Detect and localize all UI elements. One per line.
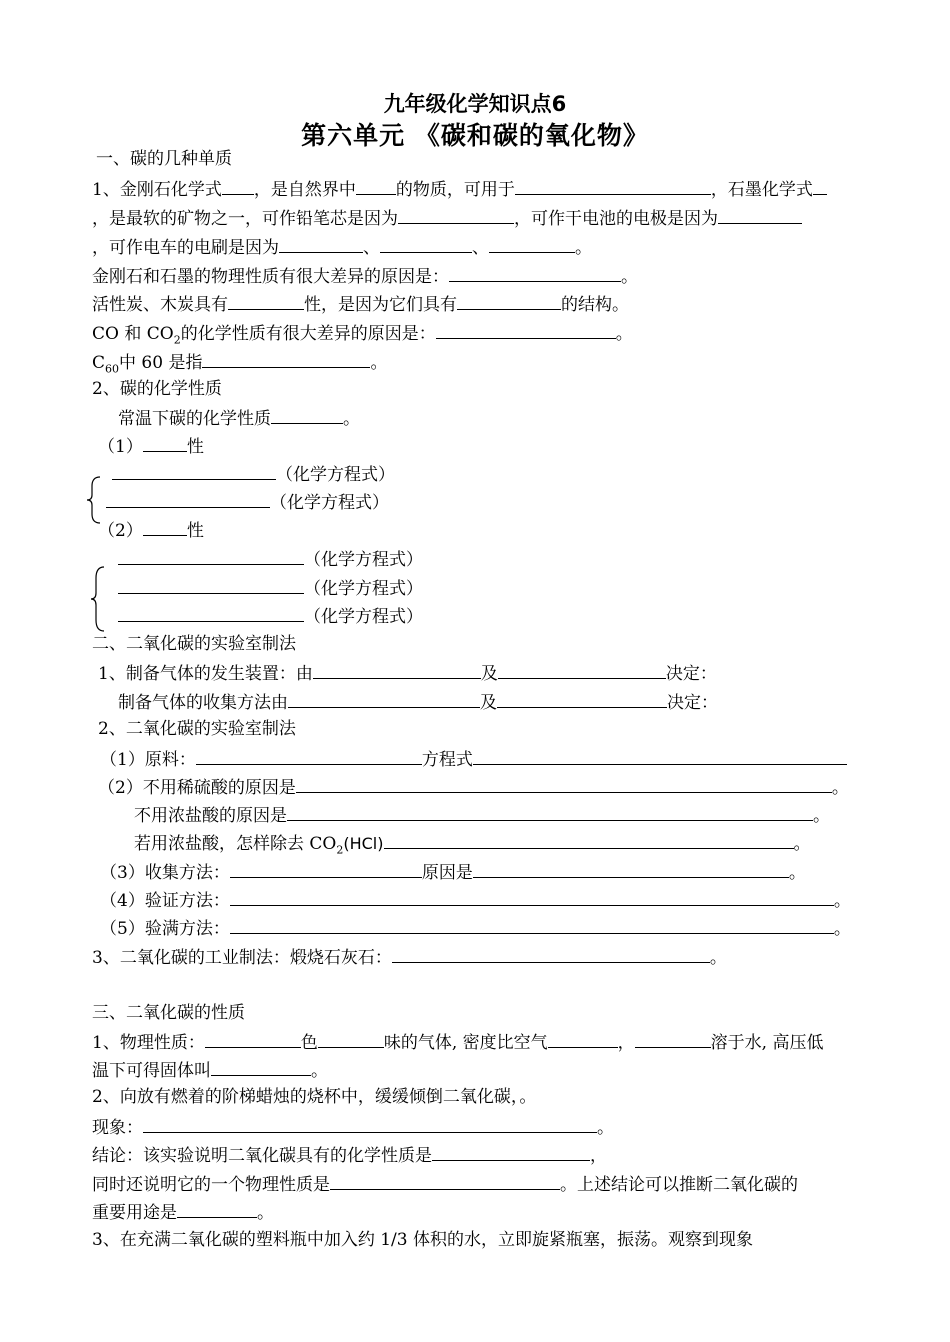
- left-brace-icon: [86, 476, 102, 524]
- blank-field[interactable]: [230, 888, 834, 906]
- text: （5）验满方法：: [100, 919, 230, 939]
- blank-field[interactable]: [318, 1030, 384, 1048]
- text: 活性炭、木炭具有: [92, 295, 228, 315]
- text: （2）不用稀硫酸的原因是: [98, 778, 296, 798]
- blank-field[interactable]: [202, 350, 370, 368]
- text: 色: [300, 1033, 318, 1053]
- text: 。: [311, 1061, 328, 1081]
- blank-field[interactable]: [548, 1030, 618, 1048]
- line-physical-difference: [92, 264, 638, 288]
- blank-field[interactable]: [279, 235, 363, 253]
- blank-field[interactable]: [177, 1200, 257, 1218]
- text: 性: [186, 521, 204, 541]
- section-heading-co2-properties: 三、二氧化碳的性质: [92, 1003, 245, 1023]
- line-important-use: [92, 1200, 274, 1224]
- text: （化学方程式）: [304, 607, 423, 627]
- line-conclusion: [92, 1143, 607, 1167]
- text: 的结构。: [561, 295, 629, 315]
- line-dry-ice: [92, 1058, 328, 1082]
- text: 。: [833, 891, 851, 911]
- text: （化学方程式）: [276, 465, 395, 485]
- subscript: 60: [105, 362, 120, 376]
- line-diamond-formula: [92, 177, 827, 201]
- blank-field[interactable]: [288, 690, 480, 708]
- text: 方程式: [421, 750, 473, 770]
- blank-field[interactable]: [118, 576, 304, 594]
- blank-field[interactable]: [205, 1030, 301, 1048]
- equation-row: [106, 490, 389, 514]
- blank-field[interactable]: [398, 206, 514, 224]
- blank-field[interactable]: [813, 177, 827, 195]
- line-bottle-experiment: 3、在充满二氧化碳的塑料瓶中加入约 1/3 体积的水，立即旋紧瓶塞，振荡。观察到现象: [92, 1230, 753, 1250]
- line-graphite-uses: [92, 206, 802, 230]
- blank-field[interactable]: [112, 462, 276, 480]
- line-industrial: [92, 945, 727, 969]
- text: 、: [363, 238, 380, 258]
- blank-field[interactable]: [230, 916, 834, 934]
- line-no-conc-hcl: [134, 803, 830, 827]
- text: 若用浓盐酸，怎样除去 CO: [134, 834, 337, 854]
- text: 制备气体的收集方法由: [118, 693, 288, 713]
- blank-field[interactable]: [228, 292, 304, 310]
- text: 的化学性质有很大差异的原因是：: [180, 324, 436, 344]
- blank-field[interactable]: [392, 945, 710, 963]
- text: ，: [617, 1033, 635, 1053]
- blank-field[interactable]: [380, 235, 472, 253]
- text: 及: [480, 693, 497, 713]
- text: （化学方程式）: [304, 550, 423, 570]
- blank-field[interactable]: [497, 690, 667, 708]
- page-title: 九年级化学知识点6: [383, 92, 567, 116]
- text: 。: [833, 919, 851, 939]
- blank-field[interactable]: [118, 604, 304, 622]
- blank-field[interactable]: [432, 1143, 590, 1161]
- blank-field[interactable]: [143, 518, 187, 536]
- blank-field[interactable]: [222, 177, 254, 195]
- blank-field[interactable]: [296, 775, 832, 793]
- text: 。: [793, 834, 811, 854]
- blank-field[interactable]: [473, 860, 789, 878]
- text: （化学方程式）: [304, 579, 423, 599]
- text: （化学方程式）: [270, 493, 389, 513]
- text: ，是最软的矿物之一，可作铅笔芯是因为: [92, 209, 398, 229]
- text: 决定：: [665, 664, 717, 684]
- subscript: 2: [173, 333, 181, 347]
- blank-field[interactable]: [143, 1115, 597, 1133]
- section-heading-co2-lab: 二、二氧化碳的实验室制法: [92, 634, 296, 654]
- line-candle-experiment: 2、向放有燃着的阶梯蜡烛的烧杯中，缓缓倾倒二氧化碳，。: [92, 1087, 537, 1107]
- text: 性: [186, 437, 204, 457]
- text: 中 60 是指: [119, 353, 203, 373]
- text: 性，是因为它们具有: [304, 295, 457, 315]
- text: 重要用途是: [92, 1203, 177, 1223]
- blank-field[interactable]: [384, 831, 794, 849]
- text: 1、制备气体的发生装置：由: [98, 664, 313, 684]
- blank-field[interactable]: [449, 264, 621, 282]
- blank-field[interactable]: [271, 406, 343, 424]
- text: （1）原料：: [100, 750, 196, 770]
- line-phenomenon: [92, 1115, 614, 1139]
- text: 。: [597, 1118, 614, 1138]
- text: 。: [813, 806, 830, 826]
- text: 的物质，可用于: [395, 180, 515, 200]
- line-materials: [100, 747, 847, 771]
- text: 。: [621, 267, 638, 287]
- text: 温下可得固体叫: [92, 1061, 211, 1081]
- section-heading-carbon-chemistry: 2、碳的化学性质: [92, 379, 222, 399]
- unit-title: 第六单元 《碳和碳的氧化物》: [301, 121, 649, 150]
- text: 常温下碳的化学性质: [118, 409, 271, 429]
- line-property-2: [98, 518, 204, 542]
- equation-row: [118, 576, 423, 600]
- equation-row: [118, 604, 423, 628]
- line-remove-hcl: [134, 831, 811, 855]
- text: 。: [343, 409, 360, 429]
- text: 、: [472, 238, 489, 258]
- text: 。: [615, 324, 633, 344]
- text: （1）: [98, 437, 143, 457]
- line-no-sulfuric: [98, 775, 849, 799]
- text: 决定：: [667, 693, 718, 713]
- text: （4）验证方法：: [100, 891, 230, 911]
- equation-row: [118, 547, 423, 571]
- line-check-full: [100, 916, 851, 940]
- blank-field[interactable]: [143, 434, 187, 452]
- subscript: 2: [336, 843, 344, 857]
- subheading-co2-lab: 2、二氧化碳的实验室制法: [98, 719, 296, 739]
- text: 金刚石和石墨的物理性质有很大差异的原因是：: [92, 267, 449, 287]
- blank-field[interactable]: [718, 206, 802, 224]
- line-room-temp-stability: [118, 406, 360, 430]
- blank-field[interactable]: [635, 1030, 711, 1048]
- text: 及: [480, 664, 498, 684]
- blank-field[interactable]: [436, 321, 616, 339]
- text: 现象：: [92, 1118, 143, 1138]
- blank-field[interactable]: [118, 547, 304, 565]
- blank-field[interactable]: [489, 235, 575, 253]
- blank-field[interactable]: [356, 177, 396, 195]
- blank-field[interactable]: [473, 747, 847, 765]
- text: 3、二氧化碳的工业制法：煅烧石灰石：: [92, 948, 392, 968]
- text: 溶于水, 高压低: [710, 1033, 824, 1053]
- line-collection: [118, 690, 718, 714]
- text: 。: [788, 863, 806, 883]
- text: 。: [257, 1203, 274, 1223]
- blank-field[interactable]: [457, 292, 561, 310]
- line-physical-property: [92, 1172, 798, 1196]
- line-brush-reason: [92, 235, 592, 259]
- text: 1、金刚石化学式: [92, 180, 222, 200]
- blank-field[interactable]: [287, 803, 813, 821]
- text: 不用浓盐酸的原因是: [134, 806, 287, 826]
- text: 1、物理性质：: [92, 1033, 205, 1053]
- text: CO 和 CO: [92, 324, 174, 344]
- line-activated-carbon: [92, 292, 629, 316]
- line-property-1: [98, 434, 204, 458]
- blank-field[interactable]: [313, 661, 481, 679]
- text: 。: [575, 238, 592, 258]
- text: 原因是: [421, 863, 473, 883]
- blank-field[interactable]: [211, 1058, 311, 1076]
- blank-field[interactable]: [498, 661, 666, 679]
- text: 。: [709, 948, 727, 968]
- line-c60: [92, 350, 387, 374]
- left-brace-icon: [90, 566, 106, 632]
- text: (HCl): [343, 834, 384, 853]
- text: ，可作干电池的电极是因为: [514, 209, 718, 229]
- line-generator: [98, 661, 717, 685]
- text: （2）: [98, 521, 143, 541]
- text: ，石墨化学式: [710, 180, 813, 200]
- blank-field[interactable]: [106, 490, 270, 508]
- line-physical-props: [92, 1030, 823, 1054]
- text: ，可作电车的电刷是因为: [92, 238, 279, 258]
- text: 同时还说明它的一个物理性质是: [92, 1175, 330, 1195]
- blank-field[interactable]: [515, 177, 711, 195]
- text: ，是自然界中: [253, 180, 356, 200]
- text: 。: [831, 778, 849, 798]
- blank-field[interactable]: [330, 1172, 560, 1190]
- equation-row: [112, 462, 395, 486]
- line-co-co2-difference: [92, 321, 633, 345]
- blank-field[interactable]: [196, 747, 422, 765]
- text: 。上述结论可以推断二氧化碳的: [560, 1175, 798, 1195]
- line-verify: [100, 888, 851, 912]
- text: 。: [370, 353, 388, 373]
- text: ，: [590, 1146, 607, 1166]
- text: 结论：该实验说明二氧化碳具有的化学性质是: [92, 1146, 432, 1166]
- text: 味的气体, 密度比空气: [383, 1033, 548, 1053]
- text: （3）收集方法：: [100, 863, 230, 883]
- blank-field[interactable]: [230, 860, 422, 878]
- text: C: [92, 353, 106, 373]
- line-collection-method: [100, 860, 806, 884]
- section-heading-carbon-elements: 一、碳的几种单质: [96, 149, 232, 169]
